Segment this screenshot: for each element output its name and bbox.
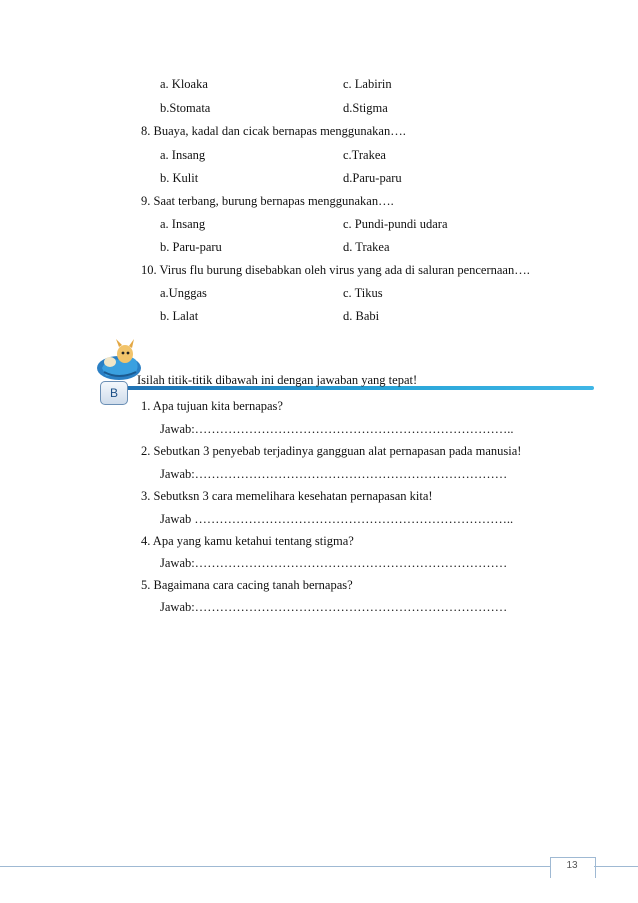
answer-line: Jawab:…………………………………………………………………: [160, 600, 508, 614]
option-text: b. Lalat: [160, 309, 199, 323]
option-text: a. Insang: [160, 148, 206, 162]
option-text: b. Kulit: [160, 171, 199, 185]
question-8: 8. Buaya, kadal dan cicak bernapas menggunakan….: [141, 124, 406, 138]
footer-rule: [0, 866, 550, 867]
option-text: c. Labirin: [343, 77, 392, 91]
essay-question-4: 4. Apa yang kamu ketahui tentang stigma?: [141, 534, 354, 548]
option-text: b. Paru-paru: [160, 240, 222, 254]
page-number: 13: [566, 860, 578, 871]
answer-line: Jawab:…………………………………………………………………..: [160, 422, 514, 436]
option-text: d.Paru-paru: [343, 171, 402, 185]
option-text: c.Trakea: [343, 148, 386, 162]
question-10: 10. Virus flu burung disebabkan oleh virus yang ada di saluran pencernaan….: [141, 263, 530, 277]
option-text: b.Stomata: [160, 101, 211, 115]
answer-line: Jawab:…………………………………………………………………: [160, 467, 508, 481]
essay-question-3: 3. Sebutksn 3 cara memelihara kesehatan pernapasan kita!: [141, 489, 433, 503]
option-text: d. Babi: [343, 309, 380, 323]
essay-question-1: 1. Apa tujuan kita bernapas?: [141, 399, 283, 413]
essay-question-5: 5. Bagaimana cara cacing tanah bernapas?: [141, 578, 353, 592]
option-text: a. Kloaka: [160, 77, 208, 91]
section-b-instruction: Isilah titik-titik dibawah ini dengan jawaban yang tepat!: [137, 373, 418, 387]
essay-question-2: 2. Sebutkan 3 penyebab terjadinya gangguan alat pernapasan pada manusia!: [141, 444, 522, 458]
answer-line: Jawab …………………………………………………………………..: [160, 512, 514, 526]
option-text: c. Pundi-pundi udara: [343, 217, 448, 231]
answer-line: Jawab:…………………………………………………………………: [160, 556, 508, 570]
question-9: 9. Saat terbang, burung bernapas menggunakan….: [141, 194, 394, 208]
option-text: d. Trakea: [343, 240, 390, 254]
option-text: a. Insang: [160, 217, 206, 231]
footer-rule: [594, 866, 638, 867]
option-text: a.Unggas: [160, 286, 207, 300]
section-b-badge: B: [100, 381, 128, 405]
option-text: d.Stigma: [343, 101, 388, 115]
option-text: c. Tikus: [343, 286, 383, 300]
